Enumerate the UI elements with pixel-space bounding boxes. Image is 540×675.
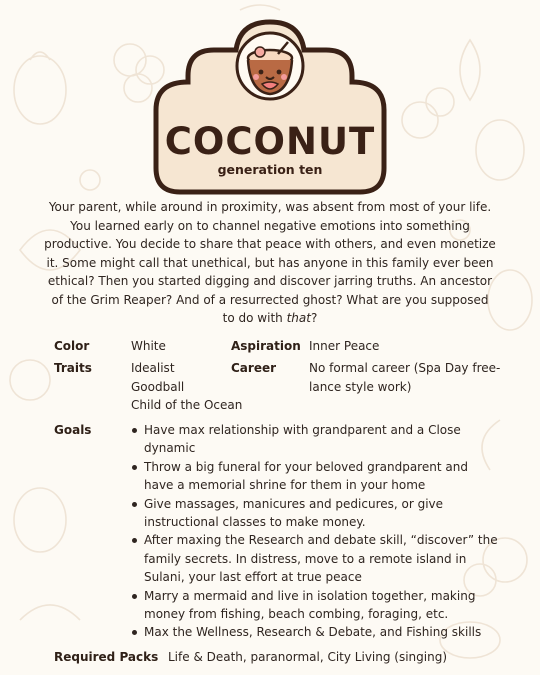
trait-item: Idealist <box>131 361 175 375</box>
aspiration-label: Aspiration <box>231 339 301 353</box>
career-label: Career <box>231 361 277 375</box>
color-label: Color <box>54 339 90 353</box>
goals-label: Goals <box>54 423 92 437</box>
career-value: No formal career (Spa Day free-lance style work) <box>309 361 501 394</box>
goal-item: Max the Wellness, Research & Debate, and Fishing skills <box>130 623 500 641</box>
coconut-drink-icon <box>237 33 303 99</box>
page-subtitle: generation ten <box>217 162 323 177</box>
header-badge <box>148 16 392 196</box>
trait-item: Goodball <box>131 379 185 394</box>
page-title: COCONUT <box>164 120 376 163</box>
aspiration-value: Inner Peace <box>309 339 380 353</box>
goal-item: After maxing the Research and debate skill, “discover” the family secrets. In distress, move to a remote island in Sulani, your last effort at true peace <box>130 531 500 586</box>
color-value: White <box>131 339 166 353</box>
intro-paragraph <box>44 198 496 328</box>
trait-item: Child of the Ocean <box>131 398 243 412</box>
goals-list <box>130 421 500 642</box>
intro-text-end: ? <box>310 311 318 325</box>
intro-text: Your parent, while around in proximity, was absent from most of your life. You learned early on to channel negative emotions into something productive. You decide to share that peace with others, and even monetize it. Some might call that unethical, but has anyone in this family ever been ethical? Then you started digging and discover jarring truths. An ancestor of the Grim Reaper? And of a resurrected ghost? What are you supposed to do with <box>44 200 496 325</box>
intro-emphasis: that <box>286 311 311 325</box>
goal-item: Marry a mermaid and live in isolation together, making money from fishing, beach combing, foraging, etc. <box>130 587 500 624</box>
goal-item: Give massages, manicures and pedicures, or give instructional classes to make money. <box>130 495 500 532</box>
required-packs-label: Required Packs <box>54 650 159 664</box>
goal-item: Throw a big funeral for your beloved grandparent and have a memorial shrine for them in your home <box>130 458 500 495</box>
traits-list <box>131 359 242 415</box>
goal-item: Have max relationship with grandparent and a Close dynamic <box>130 421 500 458</box>
required-packs-value: Life & Death, paranormal, City Living (singing) <box>168 650 448 664</box>
traits-label: Traits <box>54 361 92 375</box>
